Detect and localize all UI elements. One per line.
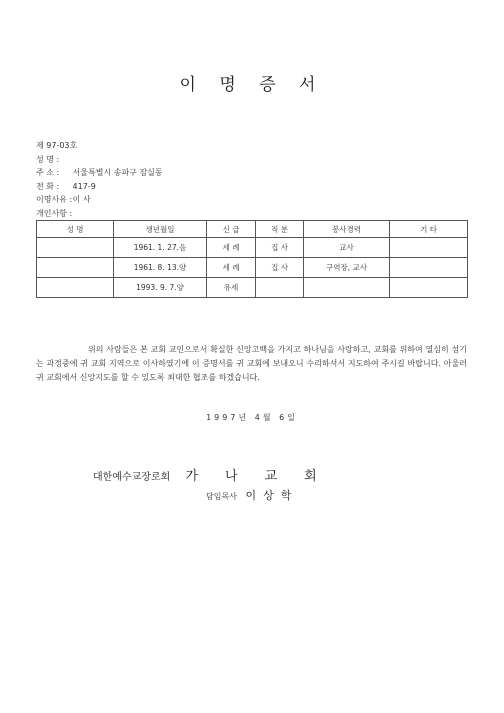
- cell-name: [37, 278, 114, 298]
- cell-position: [256, 278, 304, 298]
- personal-row: [36, 207, 163, 221]
- header-other: 기 타: [390, 221, 468, 238]
- member-table: [36, 220, 468, 298]
- cell-birthdate: 1993. 9. 7.양: [114, 278, 207, 298]
- cell-other: [390, 278, 468, 298]
- header-service: 봉사경력: [304, 221, 390, 238]
- cell-faith-grade: 유세: [207, 278, 256, 298]
- document-title: 이 명 증 서: [179, 75, 325, 95]
- name-row: [36, 153, 163, 167]
- cell-other: [390, 238, 468, 258]
- phone-value: 417-9: [72, 181, 96, 191]
- reason-label: 이명사유 :: [36, 195, 73, 204]
- address-value: 서울특별시 송파구 잠실동: [72, 168, 163, 177]
- address-label: 주 소 :: [36, 168, 60, 177]
- cell-service: 구역장, 교사: [304, 258, 390, 278]
- info-block: [36, 139, 163, 220]
- cell-birthdate: 1961. 1. 27.음: [114, 238, 207, 258]
- cell-name: [37, 258, 114, 278]
- cell-faith-grade: 세 례: [207, 238, 256, 258]
- pastor-line: [206, 487, 298, 503]
- phone-row: [36, 180, 163, 194]
- table-row: [37, 258, 468, 278]
- cell-service: [304, 278, 390, 298]
- address-row: [36, 166, 163, 180]
- reason-value: 이 사: [72, 195, 91, 204]
- cell-name: [37, 238, 114, 258]
- document-number: 제 97-03호: [36, 141, 78, 150]
- denomination: 대한예수교장로회: [93, 472, 171, 483]
- header-position: 직 분: [256, 221, 304, 238]
- table-row: [37, 278, 468, 298]
- body-paragraph: 위의 사람들은 본 교회 교인으로서 확실한 신앙고백을 가지고 하나님을 사랑하고, 교회를 위하여 열심히 섬기는 과정중에 귀 교회 지역으로 이사하였기에 이 증명서를 귀 교회에 보내오니 수리하셔서 지도하여 주시길 바랍니다. 아울러 귀 교회에서 신앙지도를 할 수 있도록 최대한 협조를 하겠습니다.: [36, 345, 467, 382]
- header-faith-grade: 신 급: [207, 221, 256, 238]
- pastor-name: 이상학: [245, 489, 299, 502]
- cell-faith-grade: 세 례: [207, 258, 256, 278]
- cell-position: 집 사: [256, 258, 304, 278]
- table-header-row: [37, 221, 468, 238]
- pastor-title: 담임목사: [206, 492, 237, 501]
- name-label: 성 명 :: [36, 154, 60, 164]
- cell-position: 집 사: [256, 238, 304, 258]
- phone-label: 전 화 :: [36, 181, 60, 191]
- cell-birthdate: 1961. 8. 13.양: [114, 258, 207, 278]
- church-line: [93, 465, 344, 484]
- reason-row: [36, 193, 163, 207]
- cell-other: [390, 258, 468, 278]
- header-name: 성 명: [37, 221, 114, 238]
- church-name: 가나교회: [185, 469, 344, 484]
- body-paragraph-block: [36, 343, 467, 385]
- cell-service: 교사: [304, 238, 390, 258]
- header-birthdate: 생년월일: [114, 221, 207, 238]
- personal-label: 개인사항 :: [36, 208, 73, 218]
- table-row: [37, 238, 468, 258]
- issue-date: 1997년 4월 6일: [206, 413, 298, 422]
